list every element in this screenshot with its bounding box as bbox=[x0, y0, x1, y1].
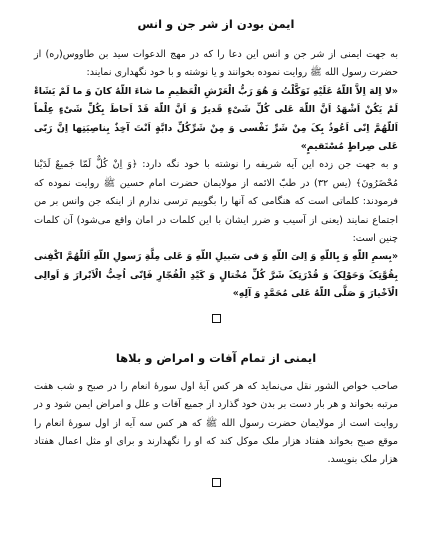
square-icon bbox=[212, 478, 221, 487]
paragraph: به جهت ایمنی از شر جن و انس این دعا را که در مهج الدعوات سید بن طاووس(ره) از حضرت رسول الله ﷺ روایت نموده بخوانند و یا نوشته و با خود نگهداری نمایند: bbox=[34, 49, 398, 79]
paragraph: و به جهت جن زده این آیه شریفه را نوشته با خود نگه دارد: ﴿وَ اِنْ کُلٌّ لَمّا جَمیعٌ لَدَیْنا مُحْضَرُونَ﴾ (یس ۳۲) در طبّ الائمه از مولایمان حضرت امام حسین ﷺ روایت نموده که فرمودند: کلماتی است که هنگامی که آنها را بگوییم ترسی ندارم از اینکه جن وانس بر من اجتماع نمایند (یعنی از آسیب و ضرر ایشان با این کلمات در امان واقع می‌شود) آن کلمات چنین است: bbox=[34, 159, 398, 245]
section-end-marker bbox=[34, 472, 398, 484]
arabic-prayer-text: «لا اِلهَ اِلاَّ اللّهُ عَلَیْهِ تَوَکَّلْتُ وَ هُوَ رَبُّ الْعَرْشِ الْعَظیمِ ما شاءَ اللّهُ کانَ وَ ما لَمْ یَشَاءْ لَمْ یَکُنْ اَشْهَدُ اَنَّ اللّهَ عَلی کُلِّ شَیْءٍ قَدیرٌ وَ اَنَّ اللّهَ قَدْ اَحاطَ بِکُلِّ شَیْءٍ عِلْماً اَللّهُمَّ اِنّی اَعُوذُ بِکَ مِنْ شَرِّ نَفْسی وَ مِنْ شَرِّکُلِّ دابَّةٍ اَنْتَ آخِذٌ بِناصِیَتِها اِنَّ رَبّی عَلی صِراطٍ مُسْتَقیمٍ» bbox=[34, 85, 398, 153]
arabic-prayer-text: «بِسمِ اللّهِ وَ بِاللّهِ وَ اِلیَ اللّهِ وَ فی سَبیلِ اللّهِ وَ عَلی مِلَّةِ رَسولِ اللّهِ اَللّهُمَّ اکْفِنی بِقُوَّتِکَ وَحَوْلِکَ وَ قُدْرَتِکَ شَرَّ کُلِّ مُخْتالٍ وَ کَیْدِ الْفُجّارِ فَاِنّی اُحِبُّ الْاَبْرارَ وَ اَوالِی الْاَخْیارَ وَ صَلَّی اللّهُ عَلی مُحَمَّدٍ وَ آلِهِ» bbox=[34, 251, 398, 300]
square-icon bbox=[212, 314, 221, 323]
section-title: ایمنی از تمام آفات و امراض و بلاها bbox=[115, 350, 317, 365]
paragraph: صاحب خواص الشور نقل می‌نماید که هر کس آیهٔ اول سورهٔ انعام را در صبح و شب هفت مرتبه بخواند و هر بار دست بر بدن خود گذارد از جمیع آفات و علل و امراض ایمن شود و در روایت است از مولایمان حضرت رسول الله ﷺ که هر کس سه آیه از اول سورهٔ انعام را موقع صبح بخواند هفتاد هزار ملک موکل کند که او را نگهدارند و برای او مثل اعمال هفتاد هزار ملک بنویسد. bbox=[34, 380, 398, 466]
section-title: ایمن بودن از شر جن و انس bbox=[137, 17, 295, 31]
section-end-marker bbox=[34, 308, 398, 320]
